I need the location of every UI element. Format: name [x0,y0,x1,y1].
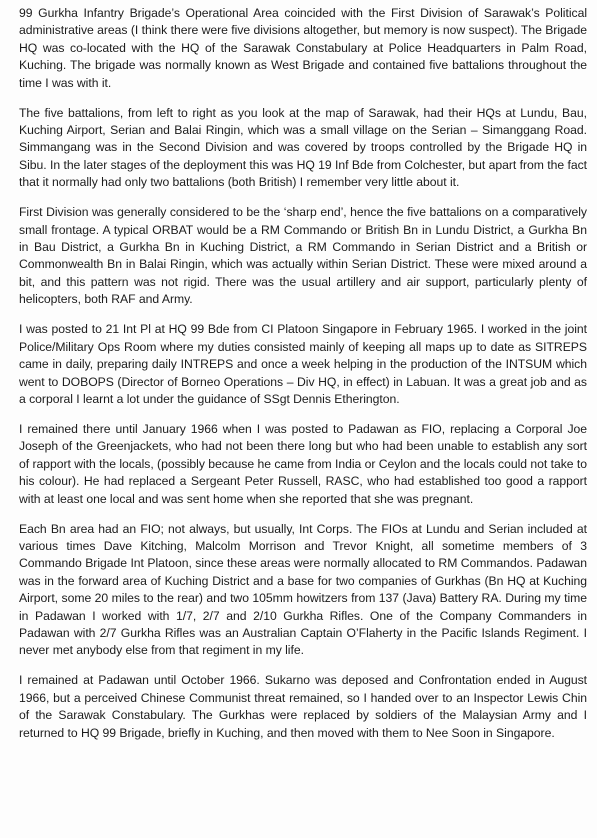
paragraph-6: Each Bn area had an FIO; not always, but usually, Int Corps. The FIOs at Lundu and Serian included at various times Dave Kitching, Malcolm Morrison and Trevor Knight, all sometime members of 3 Commando Brigade Int Platoon, since these areas were normally allocated to RM Commandos. Padawan was in the forward area of Kuching District and a base for two companies of Gurkhas (Bn HQ at Kuching Airport, some 20 miles to the rear) and two 105mm howitzers from 137 (Java) Battery RA. During my time in Padawan I worked with 1/7, 2/7 and 2/10 Gurkha Rifles. One of the Company Commanders in Padawan with 2/7 Gurkha Rifles was an Australian Captain O’Flaherty in the Pacific Islands Regiment. I never met anybody else from that regiment in my life. [19,521,587,658]
paragraph-7: I remained at Padawan until October 1966. Sukarno was deposed and Confrontation ended in August 1966, but a perceived Chinese Communist threat remained, so I handed over to an Inspector Lewis Chin of the Sarawak Constabulary. The Gurkhas were replaced by soldiers of the Malaysian Army and I returned to HQ 99 Brigade, briefly in Kuching, and then moved with them to Nee Soon in Singapore. [19,673,587,740]
paragraph-1: 99 Gurkha Infantry Brigade’s Operational Area coincided with the First Division of Sarawak’s Political administrative areas (I think there were five divisions altogether, but memory is now suspect). The Brigade HQ was co-located with the HQ of the Sarawak Constabulary at Police Headquarters in Palm Road, Kuching. The brigade was normally known as West Brigade and contained five battalions throughout the time I was with it. [19,6,587,90]
paragraph-3: First Division was generally considered to be the ‘sharp end’, hence the five battalions on a comparatively small frontage. A typical ORBAT would be a RM Commando or British Bn in Lundu District, a Gurkha Bn in Bau District, a Gurkha Bn in Kuching District, a RM Commando in Serian District and a British or Commonwealth Bn in Balai Ringin, which was actually within Serian District. These were mixed around a bit, and this pattern was not rigid. There was the usual artillery and air support, particularly plenty of helicopters, both RAF and Army. [19,205,587,307]
paragraph-4: I was posted to 21 Int Pl at HQ 99 Bde from CI Platoon Singapore in February 1965. I worked in the joint Police/Military Ops Room where my duties consisted mainly of keeping all maps up to date as SITREPS came in daily, preparing daily INTREPS and once a week helping in the production of the INTSUM which went to DOBOPS (Director of Borneo Operations – Div HQ, in effect) in Labuan. It was a great job and as a corporal I learnt a lot under the guidance of SSgt Dennis Etherington. [19,322,587,406]
paragraph-2: The five battalions, from left to right as you look at the map of Sarawak, had their HQs at Lundu, Bau, Kuching Airport, Serian and Balai Ringin, which was a small village on the Serian – Simanggang Road. Simmangang was in the Second Division and was covered by troops controlled by the Brigade HQ in Sibu. In the later stages of the deployment this was HQ 19 Inf Bde from Colchester, but apart from the fact that it normally had only two battalions (both British) I remember very little about it. [19,105,587,190]
paragraph-5: I remained there until January 1966 when I was posted to Padawan as FIO, replacing a Corporal Joe Joseph of the Greenjackets, who had not been there long but who had been unable to establish any sort of rapport with the locals, (possibly because he came from India or Ceylon and the locals could not take to his colour). He had replaced a Sergeant Peter Russell, RASC, who had established too good a rapport with at least one local and was sent home when she reported that she was pregnant. [19,421,587,506]
